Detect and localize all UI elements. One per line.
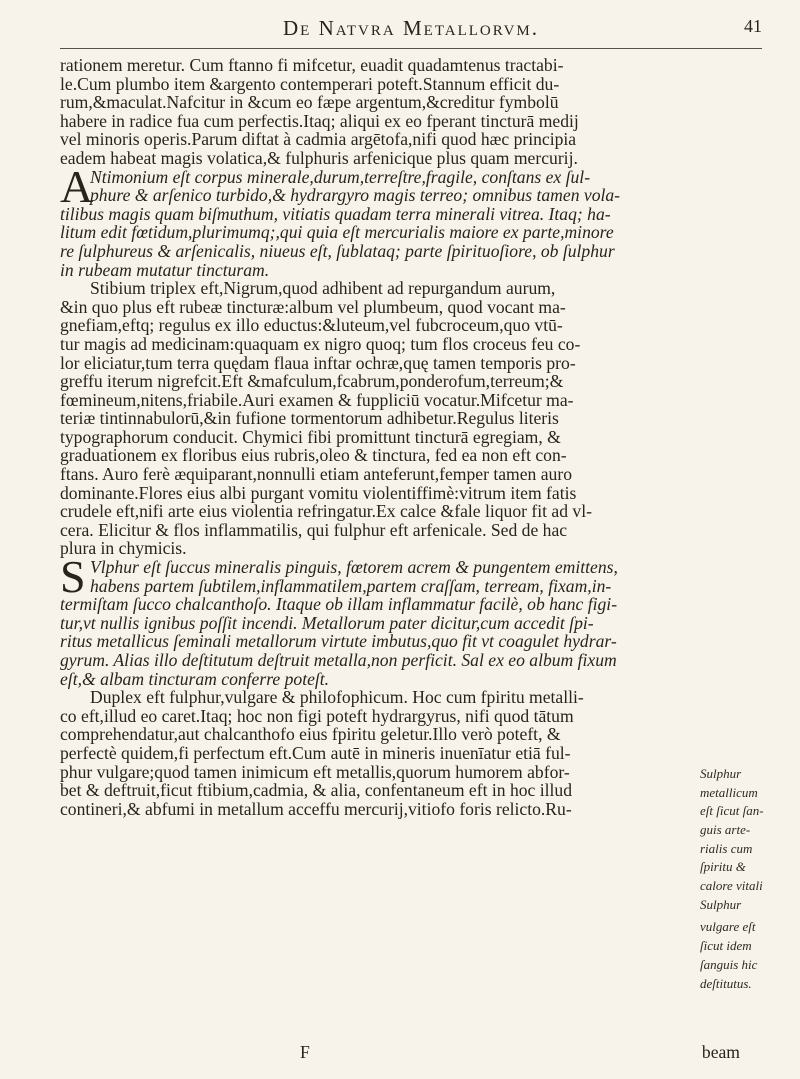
signature-mark: F xyxy=(300,1042,310,1062)
text-line: typographorum conducit. Chymici fibi promittunt tincturā egregiam, & xyxy=(60,426,561,447)
running-head: De Natvra Metallorvm. xyxy=(282,16,539,40)
text-line: co eft,illud eo caret.Itaq; hoc non figi poteft hydrargyrus, nifi quod tātum xyxy=(60,705,574,726)
margin-note: ſanguis hic xyxy=(700,957,758,972)
line-text: Ntimonium eſt corpus minerale,durum,terreſtre,fragile, conſtans ex ſul- xyxy=(90,166,591,187)
text-line: dominante.Flores eius albi purgant vomitu violentiffimè:vitrum item fatis xyxy=(60,482,577,503)
margin-note: metallicum xyxy=(700,785,758,800)
text-line: phure & arſenico turbido,& hydrargyro magis terreo; omnibus tamen vola- xyxy=(90,185,621,206)
text-line: ftans. Auro ferè æquiparant,nonnulli etiam anteferunt,femper tamen auro xyxy=(60,464,572,485)
text-line: comprehendatur,aut chalcanthofo eius fpiritu geletur.Illo verò poteft, & xyxy=(60,724,561,745)
margin-note: eſt ſicut ſan- xyxy=(700,803,764,818)
main-text xyxy=(60,56,700,818)
margin-note: rialis cum xyxy=(700,841,753,856)
text-line: plura in chymicis. xyxy=(60,538,187,559)
margin-note: guis arte- xyxy=(700,822,751,837)
text-line: &in quo plus eft rubeæ tincturæ:album vel plumbeum, quod vocant ma- xyxy=(60,296,566,317)
text-line: cera. Elicitur & flos inflammatilis, qui fulphur eft arfenicale. Sed de hac xyxy=(60,519,568,540)
text-line: Stibium triplex eft,Nigrum,quod adhibent ad repurgandum aurum, xyxy=(90,278,556,299)
text-line: phur vulgare;quod tamen inimicum eft metallis,quorum humorem abfor- xyxy=(60,761,570,782)
margin-note: Sulphur xyxy=(700,897,742,912)
text-line: re ſulphureus & arſenicalis, niueus eſt, ſublataq; parte ſpirituoſiore, ob ſulphur xyxy=(60,240,615,261)
drop-cap: A xyxy=(60,160,94,212)
page-number: 41 xyxy=(744,16,762,36)
text-line: gyrum. Alias illo deſtitutum deſtruit metalla,non perficit. Sal ex eo album fixum xyxy=(60,650,617,670)
text-line: Duplex eft fulphur,vulgare & philofophicum. Hoc cum fpiritu metalli- xyxy=(90,687,584,708)
text-line: termiſtam ſucco chalcanthoſo. Itaque ob illam inflammatur facilè, ob hanc figi- xyxy=(60,594,618,615)
margin-note: ſicut idem xyxy=(700,938,752,953)
text-line: crudele eft,nifi arte eius violentia refringatur.Ex calce &fale liquor fit ad vl- xyxy=(60,501,592,522)
text-line: eadem habeat magis volatica,& fulphuris arfenicique plus quam mercurij. xyxy=(60,147,578,168)
text-line: teriæ tintinnabulorū,&in fufione tormentorum adhibetur.Regulus literis xyxy=(60,408,559,429)
margin-note: vulgare eſt xyxy=(700,919,756,934)
text-line: le.Cum plumbo item &argento contemperari poteft.Stannum efficit du- xyxy=(60,73,560,94)
margin-note: Sulphur xyxy=(700,766,742,781)
page-footer xyxy=(60,1042,740,1064)
margin-note: calore vitali xyxy=(700,878,763,893)
text-line: habens partem ſubtilem,inflammatilem,partem craſſam, terream, fixam,in- xyxy=(90,575,612,596)
text-line: greffu iterum nigrefcit.Eft &mafculum,fcabrum,ponderofum,terreum;& xyxy=(60,371,564,392)
text-line: eſt,& albam tincturam conferre poteſt. xyxy=(60,668,330,689)
margin-note: ſpiritu & xyxy=(700,859,746,874)
text-line: rationem meretur. Cum ftanno fi mifcetur, euadit quadamtenus tractabi- xyxy=(60,55,564,75)
text-line: perfectè quidem,fi perfectum eft.Cum autē in mineris inuenīatur etiā ful- xyxy=(60,742,571,763)
text-line: rum,&maculat.Nafcitur in &cum eo fæpe argentum,&creditur fymbolū xyxy=(60,92,559,113)
text-line: tur magis ad medicinam:quaquam ex nigro quoq; tum flos croceus feu co- xyxy=(60,333,581,354)
text-line: tur,vt nullis ignibus poſſit incendi. Metallorum pater dicitur,cum accedit ſpi- xyxy=(60,612,594,633)
text-line: bet & deftruit,ficut ftibium,cadmia, & alia, confentaneum eft in hoc illud xyxy=(60,780,573,801)
text-line: vel minoris operis.Parum diftat à cadmia argētofa,nifi quod hæc principia xyxy=(60,129,577,150)
text-line: habere in radice fua cum perfectis.Itaq; aliqui ex eo fperant tincturā medij xyxy=(60,110,579,131)
margin-note: deſtitutus. xyxy=(700,976,752,991)
text-line: lor eliciatur,tum terra quędam flaua inftar ochræ,quę tamen temporis pro- xyxy=(60,352,576,373)
text-line: gnefiam,eftq; regulus ex illo eductus:&luteum,vel fubcroceum,quo vtū- xyxy=(60,315,563,336)
catchword: beam xyxy=(701,1042,740,1062)
text-line: ritus metallicus ſeminali metallorum virtute imbutus,quo fit vt coagulet hydrar- xyxy=(60,631,617,652)
drop-cap: S xyxy=(60,551,86,603)
text-line: fœmineum,nitens,friabile.Auri examen & fuppliciū vocatur.Mifcetur ma- xyxy=(60,389,574,410)
line-text: Vlphur eſt ſuccus mineralis pinguis, fœtorem acrem & pungentem emittens, xyxy=(90,557,618,578)
page-header xyxy=(60,14,762,52)
text-line: litum edit fœtidum,plurimumq;,qui quia eſt mercurialis maiore ex parte,minore xyxy=(60,222,614,243)
text-line: graduationem ex floribus eius rubris,oleo & tinctura, fed ea non eft con- xyxy=(60,445,567,466)
header-rule xyxy=(60,48,762,49)
text-line: contineri,& abfumi in metallum acceffu mercurij,vitiofo foris relicto.Ru- xyxy=(60,798,572,819)
text-line: in rubeam mutatur tincturam. xyxy=(60,259,270,280)
text-line: tilibus magis quam biſmuthum, vitiatis quadam terra minerali vitrea. Itaq; ha- xyxy=(60,203,611,224)
